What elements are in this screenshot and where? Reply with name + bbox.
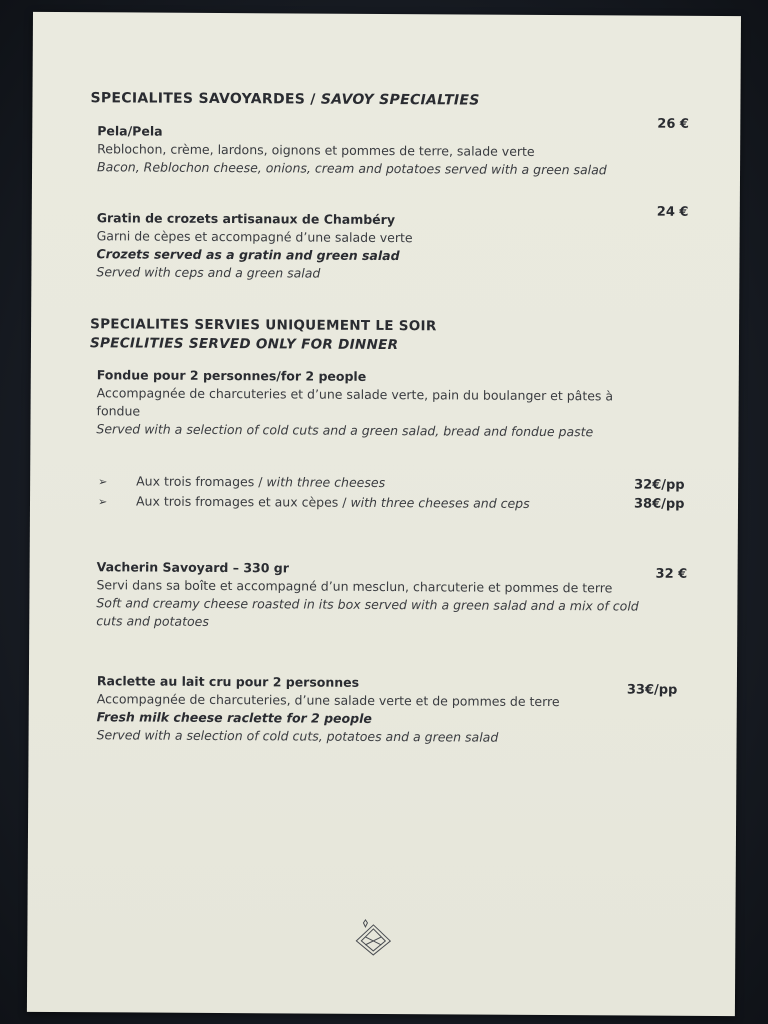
item-subtitle-en: Crozets served as a gratin and green salad <box>96 246 400 264</box>
option-label-fr: Aux trois fromages / <box>136 473 267 490</box>
arrow-bullet-icon: ➢ <box>97 495 108 509</box>
fondue-option-cheeses-ceps <box>98 493 658 511</box>
fondue-option-three-cheeses <box>98 473 658 491</box>
item-description-en: Bacon, Reblochon cheese, onions, cream and potatoes served with a green salad <box>97 159 607 178</box>
item-price: 32 € <box>655 566 688 582</box>
item-price: 24 € <box>656 204 689 220</box>
item-description-fr: Reblochon, crème, lardons, oignons et pommes de terre, salade verte <box>97 141 535 159</box>
item-description-en: Soft and creamy cheese roasted in its box served with a green salad and a mix of cold cuts and potatoes <box>96 595 639 629</box>
item-price: 26 € <box>657 116 690 132</box>
option-label-fr: Aux trois fromages et aux cèpes / <box>135 493 351 510</box>
menu-item-fondue <box>96 366 641 441</box>
option-price: 38€/pp <box>633 496 685 512</box>
item-name: Gratin de crozets artisanaux de Chambéry <box>96 210 396 228</box>
item-description-fr: Accompagnée de charcuteries, d’une salade verte et de pommes de terre <box>96 691 560 710</box>
menu-page <box>27 12 741 1016</box>
menu-item-raclette <box>97 672 642 747</box>
menu-item-gratin-crozets <box>96 209 641 284</box>
item-description-en: Served with a selection of cold cuts, potatoes and a green salad <box>96 727 499 745</box>
arrow-bullet-icon: ➢ <box>98 475 108 489</box>
item-name: Vacherin Savoyard – 330 gr <box>96 559 289 576</box>
item-name: Raclette au lait cru pour 2 personnes <box>96 673 360 690</box>
item-description-fr: Servi dans sa boîte et accompagné d’un mesclun, charcuterie et pommes de terre <box>96 577 613 596</box>
section-title-en: SAVOY SPECIALTIES <box>320 91 480 109</box>
section-title-fr: SPECIALITES SAVOYARDES / <box>90 90 321 108</box>
item-name: Pela/Pela <box>97 123 163 139</box>
section-title-savoy <box>90 90 479 108</box>
item-description-fr: Garni de cèpes et accompagné d’une salade verte <box>96 228 413 246</box>
item-subtitle-en: Fresh milk cheese raclette for 2 people <box>96 709 372 726</box>
section-title-dinner <box>90 315 437 355</box>
item-price: 33€/pp <box>626 682 678 698</box>
menu-item-vacherin <box>96 558 641 633</box>
restaurant-emblem-icon <box>352 919 394 961</box>
option-price: 32€/pp <box>634 477 685 493</box>
item-name: Fondue pour 2 personnes/for 2 people <box>96 367 367 384</box>
item-description-en: Served with a selection of cold cuts and a green salad, bread and fondue paste <box>96 421 594 440</box>
option-label-en: with three cheeses and ceps <box>350 494 530 511</box>
menu-item-pela <box>97 122 642 179</box>
option-label-en: with three cheeses <box>266 474 386 490</box>
item-description-en: Served with ceps and a green salad <box>96 264 321 281</box>
section-title-en: SPECILITIES SERVED ONLY FOR DINNER <box>89 335 399 354</box>
item-description-fr: Accompagnée de charcuteries et d’une salade verte, pain du boulanger et pâtes à fondue <box>96 385 614 419</box>
section-title-fr: SPECIALITES SERVIES UNIQUEMENT LE SOIR <box>90 316 437 335</box>
